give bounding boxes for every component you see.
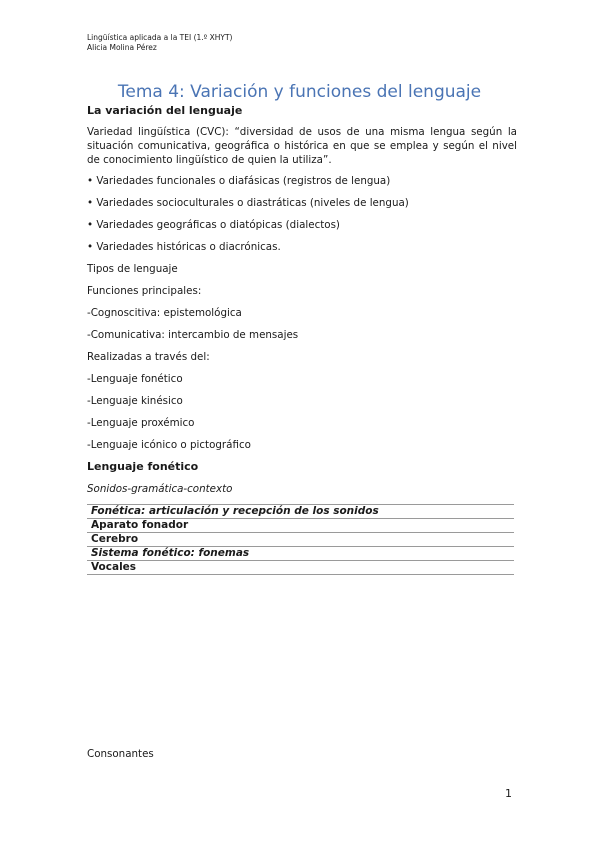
phonetic-subtitle: Sonidos-gramática-contexto xyxy=(87,483,233,495)
page-title: Tema 4: Variación y funciones del lenguaje xyxy=(117,82,482,102)
document-header xyxy=(87,33,232,53)
consonants-label: Consonantes xyxy=(87,748,154,760)
function-item: -Comunicativa: intercambio de mensajes xyxy=(87,329,299,341)
table-row: Sistema fonético: fonemas xyxy=(87,546,514,560)
language-item: -Lenguaje fonético xyxy=(87,373,183,385)
functions-label: Funciones principales: xyxy=(87,285,202,297)
header-course: Lingüística aplicada a la TEI (1.º XHYT) xyxy=(87,33,233,42)
through-label: Realizadas a través del: xyxy=(87,351,210,363)
table-row: Vocales xyxy=(87,560,514,575)
table-row: Aparato fonador xyxy=(87,518,514,532)
bullet-item: • Variedades históricas o diacrónicas. xyxy=(87,241,281,253)
bullet-item: • Variedades geográficas o diatópicas (dialectos) xyxy=(87,219,340,231)
header-author: Alicia Molina Pérez xyxy=(87,43,157,52)
language-item: -Lenguaje kinésico xyxy=(87,395,183,407)
heading-phonetic: Lenguaje fonético xyxy=(87,460,199,473)
page-number: 1 xyxy=(505,787,512,800)
table-row: Cerebro xyxy=(87,532,514,546)
bullet-item: • Variedades socioculturales o diastráticas (niveles de lengua) xyxy=(87,197,409,209)
table-row: Fonética: articulación y recepción de los sonidos xyxy=(87,504,514,518)
language-item: -Lenguaje icónico o pictográfico xyxy=(87,439,251,451)
bullet-item: • Variedades funcionales o diafásicas (registros de lengua) xyxy=(87,175,391,187)
types-label: Tipos de lenguaje xyxy=(87,263,178,275)
language-item: -Lenguaje proxémico xyxy=(87,417,195,429)
phonetic-table xyxy=(87,504,514,575)
definition-paragraph: Variedad lingüística (CVC): “diversidad de usos de una misma lengua según la situación comunicativa, geográfica o histórica en que se emplea y según el nivel de conocimiento lingüístico de quien la utiliza”. xyxy=(87,126,517,166)
heading-variation: La variación del lenguaje xyxy=(87,104,243,117)
function-item: -Cognoscitiva: epistemológica xyxy=(87,307,242,319)
